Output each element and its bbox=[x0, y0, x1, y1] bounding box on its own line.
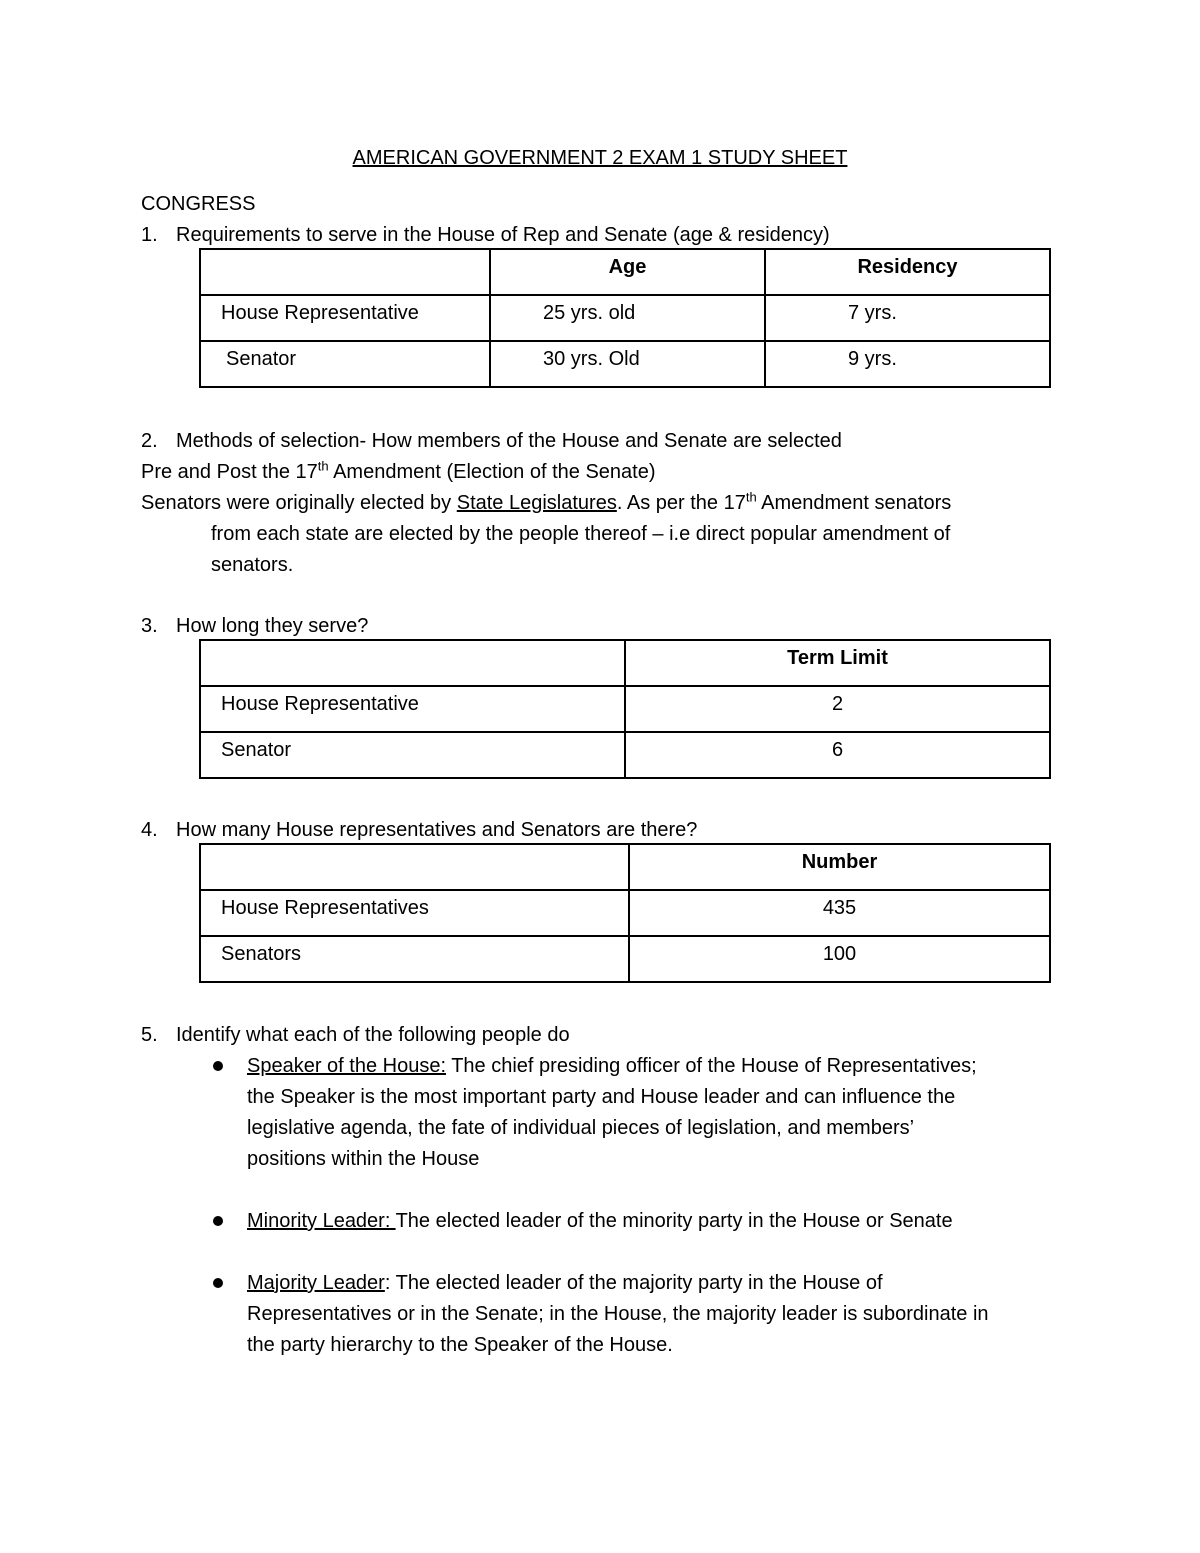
text-span: Amendment senators bbox=[756, 492, 952, 514]
table-row bbox=[200, 686, 1050, 732]
table-header-cell: Age bbox=[490, 249, 765, 295]
table-header-row bbox=[200, 640, 1050, 686]
table-header-cell bbox=[200, 249, 490, 295]
state-legislatures-term: State Legislatures bbox=[456, 492, 617, 514]
question-5 bbox=[141, 1020, 570, 1051]
table-cell: House Representative bbox=[200, 295, 490, 341]
table-cell: Senator bbox=[200, 341, 490, 387]
table-row bbox=[200, 732, 1050, 778]
question-number: 4. bbox=[141, 819, 158, 841]
definition-text: : The elected leader of the majority party in the House of bbox=[384, 1272, 883, 1294]
table-header-cell: Number bbox=[629, 844, 1050, 890]
definition-text: Representatives or in the Senate; in the House, the majority leader is subordinate in bbox=[247, 1303, 989, 1325]
superscript: th bbox=[745, 489, 757, 505]
table-row bbox=[200, 936, 1050, 982]
table-cell: 100 bbox=[629, 936, 1050, 982]
table-cell: 2 bbox=[625, 686, 1050, 732]
table-header-cell: Residency bbox=[765, 249, 1050, 295]
majority-leader-definition bbox=[247, 1268, 883, 1299]
senators-election-line-2: from each state are elected by the people thereof – i.e direct popular amendment of bbox=[211, 523, 951, 545]
senators-election-line-3: senators. bbox=[211, 554, 294, 576]
table-cell: 9 yrs. bbox=[765, 341, 1050, 387]
question-number: 2. bbox=[141, 430, 158, 452]
table-cell: 435 bbox=[629, 890, 1050, 936]
table-cell: Senator bbox=[200, 732, 625, 778]
bullet-icon bbox=[213, 1216, 223, 1226]
table-header-row bbox=[200, 844, 1050, 890]
table-cell: Senators bbox=[200, 936, 629, 982]
section-heading: CONGRESS bbox=[141, 193, 256, 215]
definition-text: the party hierarchy to the Speaker of the House. bbox=[247, 1334, 673, 1356]
speaker-term: Speaker of the House: bbox=[247, 1055, 447, 1077]
term-limit-table bbox=[199, 639, 1051, 779]
table-cell: House Representative bbox=[200, 686, 625, 732]
bullet-icon bbox=[213, 1278, 223, 1288]
table-row bbox=[200, 890, 1050, 936]
superscript: th bbox=[317, 458, 329, 474]
table-cell: House Representatives bbox=[200, 890, 629, 936]
table-cell: 30 yrs. Old bbox=[490, 341, 765, 387]
senators-election-line bbox=[141, 488, 951, 519]
majority-leader-term: Majority Leader bbox=[247, 1272, 385, 1294]
minority-leader-term: Minority Leader: bbox=[247, 1210, 396, 1232]
requirements-table bbox=[199, 248, 1051, 388]
definition-text: positions within the House bbox=[247, 1148, 480, 1170]
minority-leader-definition bbox=[247, 1206, 953, 1237]
text-span: Amendment (Election of the Senate) bbox=[328, 461, 656, 483]
speaker-definition bbox=[247, 1051, 977, 1082]
question-3 bbox=[141, 611, 368, 642]
definition-text: The elected leader of the minority party in the House or Senate bbox=[395, 1210, 953, 1232]
text-span: . As per the 17 bbox=[616, 492, 746, 514]
amendment-line bbox=[141, 457, 656, 488]
question-number: 1. bbox=[141, 224, 158, 246]
question-text: Requirements to serve in the House of Rep and Senate (age & residency) bbox=[176, 224, 830, 246]
table-header-row bbox=[200, 249, 1050, 295]
table-cell: 7 yrs. bbox=[765, 295, 1050, 341]
question-text: How long they serve? bbox=[176, 615, 369, 637]
text-span: Pre and Post the 17 bbox=[141, 461, 318, 483]
question-number: 3. bbox=[141, 615, 158, 637]
question-text: Methods of selection- How members of the House and Senate are selected bbox=[176, 430, 842, 452]
question-1 bbox=[141, 220, 830, 251]
definition-text: The chief presiding officer of the House of Representatives; bbox=[446, 1055, 977, 1077]
question-text: Identify what each of the following people do bbox=[176, 1024, 570, 1046]
text-span: Senators were originally elected by bbox=[141, 492, 457, 514]
table-cell: 25 yrs. old bbox=[490, 295, 765, 341]
table-row bbox=[200, 295, 1050, 341]
bullet-icon bbox=[213, 1061, 223, 1071]
table-row bbox=[200, 341, 1050, 387]
page-title: AMERICAN GOVERNMENT 2 EXAM 1 STUDY SHEET bbox=[352, 147, 848, 169]
definition-text: the Speaker is the most important party and House leader and can influence the bbox=[247, 1086, 956, 1108]
question-number: 5. bbox=[141, 1024, 158, 1046]
table-cell: 6 bbox=[625, 732, 1050, 778]
table-header-cell bbox=[200, 640, 625, 686]
member-count-table bbox=[199, 843, 1051, 983]
table-header-cell bbox=[200, 844, 629, 890]
table-header-cell: Term Limit bbox=[625, 640, 1050, 686]
question-text: How many House representatives and Senators are there? bbox=[176, 819, 698, 841]
question-2 bbox=[141, 426, 842, 457]
question-4 bbox=[141, 815, 697, 846]
definition-text: legislative agenda, the fate of individual pieces of legislation, and members’ bbox=[247, 1117, 915, 1139]
